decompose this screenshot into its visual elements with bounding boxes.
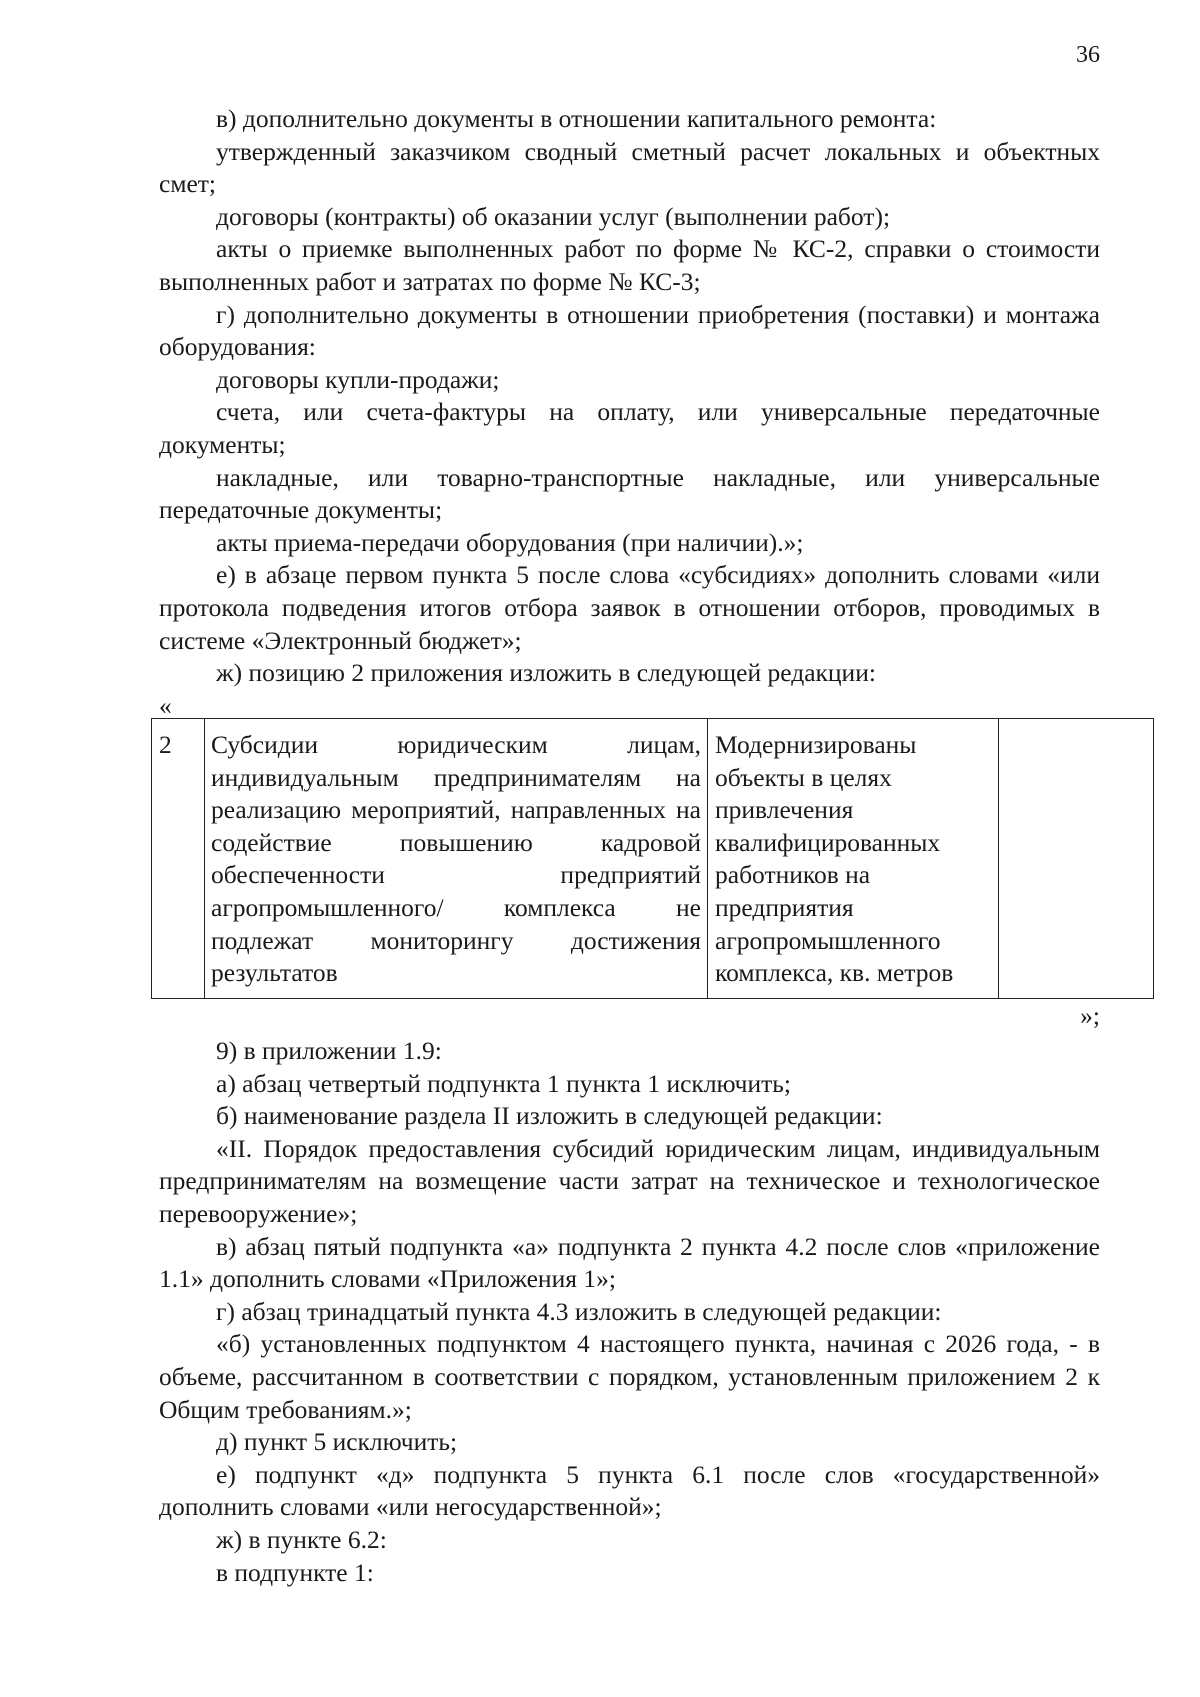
paragraph-item-d: д) пункт 5 исключить; bbox=[216, 1427, 458, 1457]
top-text-block bbox=[159, 103, 1100, 690]
closing-quote: »; bbox=[1080, 1001, 1100, 1030]
paragraph-waybills: накладные, или товарно-транспортные накладные, или универсальные передаточные документы; bbox=[159, 462, 1100, 525]
table-cell-empty bbox=[999, 719, 1154, 999]
opening-quote: « bbox=[159, 691, 172, 720]
paragraph-item-v2: в) абзац пятый подпункта «а» подпункта 2 пункта 4.2 после слов «приложение 1.1» дополнить словами «Приложения 1»; bbox=[159, 1231, 1100, 1294]
paragraph-item-b-quote: «б) установленных подпунктом 4 настоящего пункта, начиная с 2026 года, - в объеме, рассчитанном в соответствии с порядком, установленным приложением 2 к Общим требованиям.»; bbox=[159, 1329, 1100, 1424]
page-number: 36 bbox=[1076, 42, 1100, 68]
appendix-table bbox=[151, 718, 1154, 999]
paragraph-item-b: б) наименование раздела II изложить в следующей редакции: bbox=[216, 1101, 883, 1131]
paragraph-item-g2: г) абзац тринадцатый пункта 4.3 изложить в следующей редакции: bbox=[216, 1296, 942, 1326]
paragraph-invoices: счета, или счета-фактуры на оплату, или универсальные передаточные документы; bbox=[159, 397, 1100, 459]
paragraph-item-g: г) дополнительно документы в отношении приобретения (поставки) и монтажа оборудования: bbox=[159, 299, 1100, 362]
paragraph-item-e2: е) подпункт «д» подпункта 5 пункта 6.1 после слов «государственной» дополнить словами «или негосударственной»; bbox=[159, 1459, 1100, 1522]
table-cell-number: 2 bbox=[152, 719, 205, 999]
bottom-text-block bbox=[159, 1035, 1100, 1589]
paragraph-item-e: е) в абзаце первом пункта 5 после слова «субсидиях» дополнить словами «или протокола подведения итогов отбора заявок в отношении отборов, проводимых в системе «Электронный бюджет»; bbox=[159, 560, 1100, 655]
paragraph-section-ii-title: «II. Порядок предоставления субсидий юридическим лицам, индивидуальным предпринимателям на возмещение части затрат на техническое и технологическое перевооружение»; bbox=[159, 1133, 1100, 1228]
paragraph-subitem-1: в подпункте 1: bbox=[216, 1557, 374, 1587]
paragraph-acts-ks: акты о приемке выполненных работ по форме № КС-2, справки о стоимости выполненных работ и затратах по форме № КС-3; bbox=[159, 234, 1100, 296]
paragraph-item-zh: ж) позицию 2 приложения изложить в следующей редакции: bbox=[216, 658, 876, 688]
paragraph-transfer-acts: акты приема-передачи оборудования (при наличии).»; bbox=[216, 527, 804, 557]
paragraph-purchase-contracts: договоры купли-продажи; bbox=[216, 364, 500, 394]
paragraph-appendix-1-9: 9) в приложении 1.9: bbox=[216, 1036, 442, 1065]
table-cell-result: Модернизированы объекты в целях привлечения квалифицированных работников на предприятия агропромышленного комплекса, кв. метров bbox=[708, 719, 999, 999]
table-cell-subsidy-name: Субсидии юридическим лицам, индивидуальным предпринимателям на реализацию мероприятий, направленных на содействие повышению кадровой обеспеченности предприятий агропромышленного/ комплекса не подлежат мониторингу достижения результатов bbox=[205, 719, 708, 999]
paragraph-item-zh2: ж) в пункте 6.2: bbox=[216, 1524, 387, 1554]
paragraph-item-v: в) дополнительно документы в отношении капитального ремонта: bbox=[216, 104, 937, 133]
paragraph-contracts: договоры (контракты) об оказании услуг (выполнении работ); bbox=[216, 201, 891, 231]
paragraph-smeta: утвержденный заказчиком сводный сметный расчет локальных и объектных смет; bbox=[159, 136, 1100, 199]
table-row bbox=[152, 719, 1154, 999]
paragraph-item-a: а) абзац четвертый подпункта 1 пункта 1 исключить; bbox=[216, 1068, 791, 1098]
